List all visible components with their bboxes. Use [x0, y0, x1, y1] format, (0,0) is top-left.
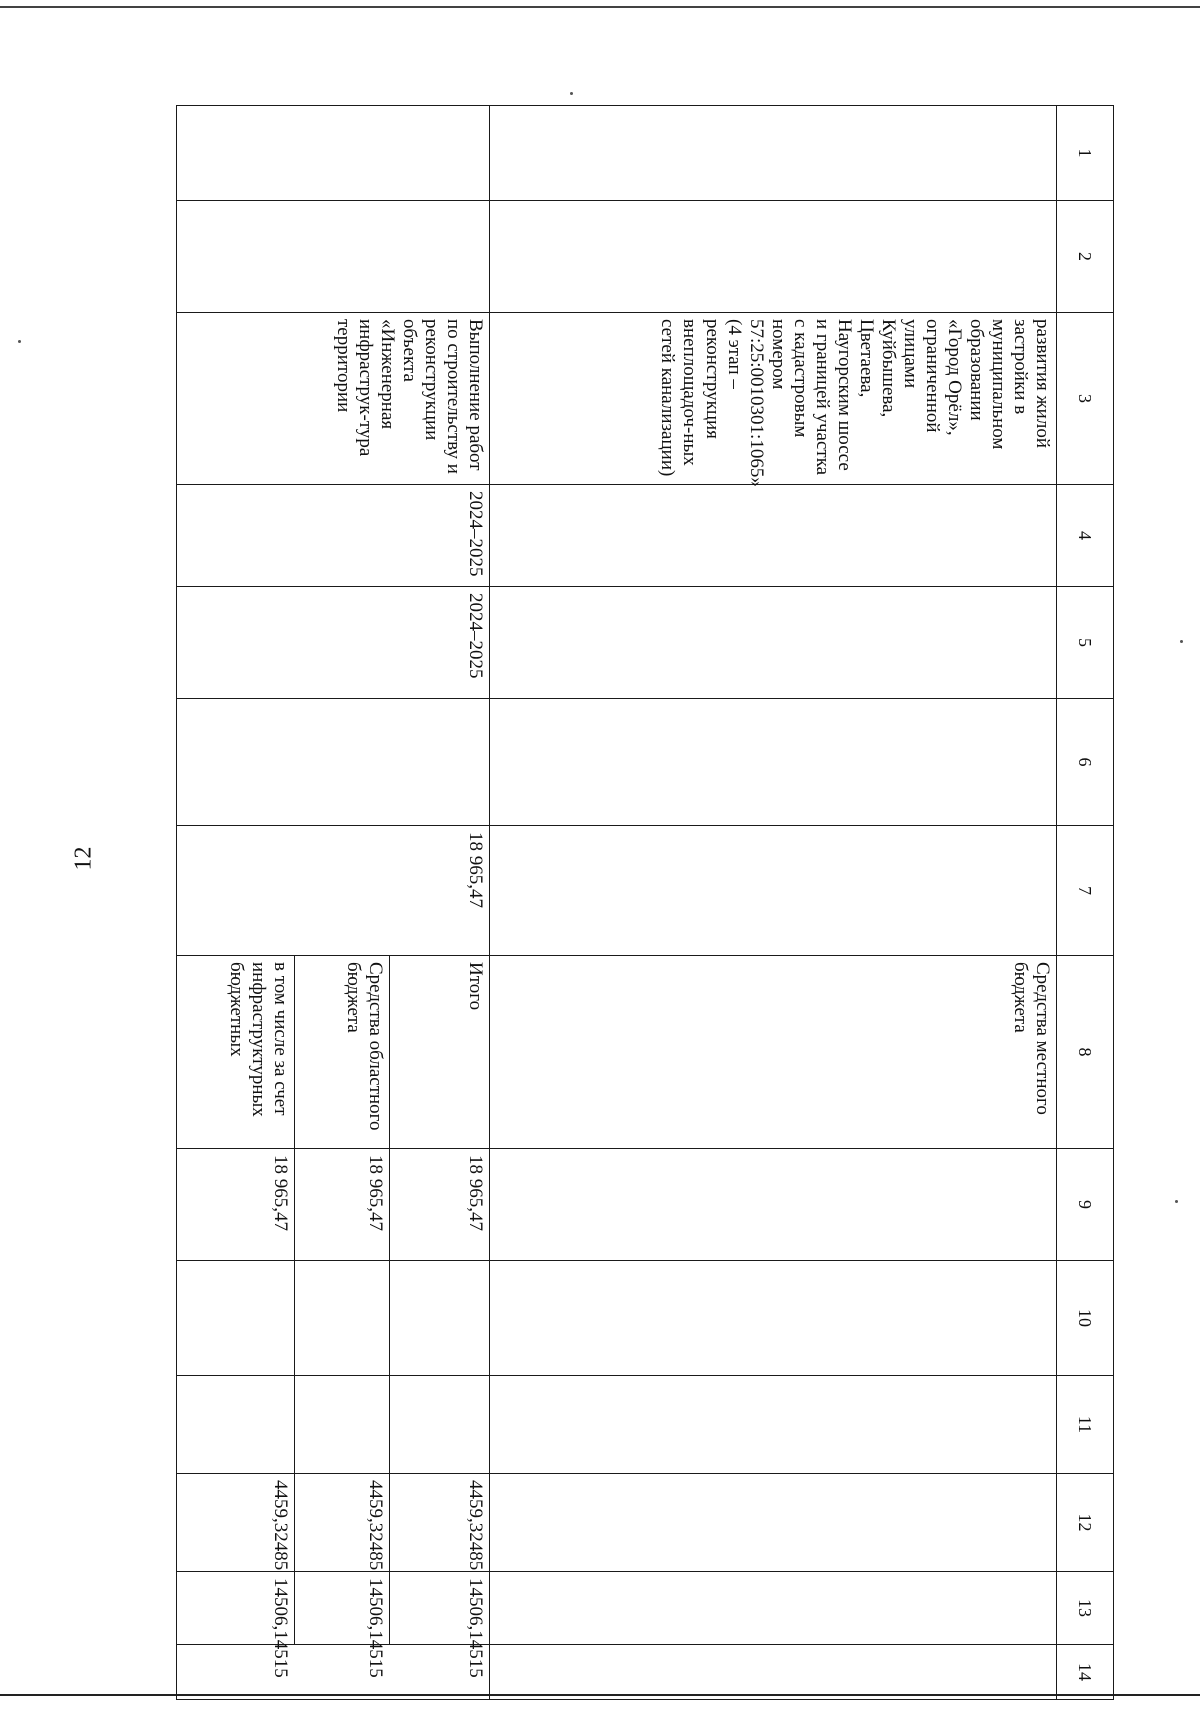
- scan-speck: [1175, 1200, 1178, 1203]
- period-cell: 2024–2025: [177, 587, 490, 699]
- cell: [295, 1261, 390, 1376]
- page-number: 12: [70, 846, 97, 871]
- column-number: 1: [1057, 106, 1114, 201]
- funding-source-cell: Средства местного бюджета: [490, 956, 1057, 1149]
- scan-speck: [570, 92, 573, 95]
- amount-cell: 14506,14515: [295, 1572, 390, 1645]
- column-number: 13: [1057, 1572, 1114, 1645]
- cell: [490, 485, 1057, 587]
- funding-source-cell: Итого: [390, 956, 490, 1149]
- cell: [490, 699, 1057, 826]
- cell: [390, 1261, 490, 1376]
- cell: [490, 1376, 1057, 1474]
- amount-cell: 18 965,47: [295, 1149, 390, 1261]
- column-number: 9: [1057, 1149, 1114, 1261]
- period-cell: 2024–2025: [177, 485, 490, 587]
- cell: [490, 1149, 1057, 1261]
- column-number: 10: [1057, 1261, 1114, 1376]
- cell: [490, 1261, 1057, 1376]
- column-number: 11: [1057, 1376, 1114, 1474]
- table-row: [490, 106, 1057, 1700]
- cell: [490, 201, 1057, 313]
- cell: [177, 699, 490, 826]
- cell: [490, 106, 1057, 201]
- funding-source-cell: в том числе за счет инфраструктурных бюджетных: [177, 956, 295, 1149]
- column-number: 3: [1057, 313, 1114, 485]
- column-number-row: [1057, 106, 1114, 1700]
- column-number: 2: [1057, 201, 1114, 313]
- column-number: 12: [1057, 1474, 1114, 1572]
- cell: [490, 826, 1057, 956]
- cell: [177, 1645, 490, 1700]
- column-number: 4: [1057, 485, 1114, 587]
- cell: [390, 1376, 490, 1474]
- event-description-cell: Выполнение работ по строительству и реконструкции объекта «Инженерная инфраструк-тура территории: [177, 313, 490, 485]
- cell: [177, 106, 490, 201]
- budget-table: [176, 105, 1114, 1700]
- cell: [490, 1645, 1057, 1700]
- cell: [490, 587, 1057, 699]
- cell: [295, 1376, 390, 1474]
- amount-cell: 4459,32485: [295, 1474, 390, 1572]
- scan-speck: [18, 340, 21, 343]
- amount-cell: 14506,14515: [390, 1572, 490, 1645]
- scan-edge-top: [0, 0, 1200, 8]
- amount-cell: 14506,14515: [177, 1572, 295, 1645]
- cell: [490, 1474, 1057, 1572]
- amount-cell: 18 965,47: [177, 826, 490, 956]
- rotated-table-area: [177, 105, 1114, 1699]
- amount-cell: 18 965,47: [390, 1149, 490, 1261]
- table-row: [390, 106, 490, 1700]
- scan-speck: [1180, 640, 1183, 643]
- cell: [177, 1261, 295, 1376]
- cell: [177, 201, 490, 313]
- cell: [490, 1572, 1057, 1645]
- amount-cell: 4459,32485: [390, 1474, 490, 1572]
- funding-source-cell: Средства областного бюджета: [295, 956, 390, 1149]
- event-description-cell: развития жилой застройки в муниципальном образовании «Город Орёл», ограниченной улицами Куйбышева, Цветаева, Наугорским шоссе и границей участка с кадастровым номером 57:25:0010301:1065» (4 этап – реконструкция внеплощадоч-ных сетей канализации): [490, 313, 1057, 485]
- column-number: 5: [1057, 587, 1114, 699]
- column-number: 7: [1057, 826, 1114, 956]
- column-number: 14: [1057, 1645, 1114, 1700]
- cell: [177, 1376, 295, 1474]
- column-number: 8: [1057, 956, 1114, 1149]
- amount-cell: 18 965,47: [177, 1149, 295, 1261]
- amount-cell: 4459,32485: [177, 1474, 295, 1572]
- column-number: 6: [1057, 699, 1114, 826]
